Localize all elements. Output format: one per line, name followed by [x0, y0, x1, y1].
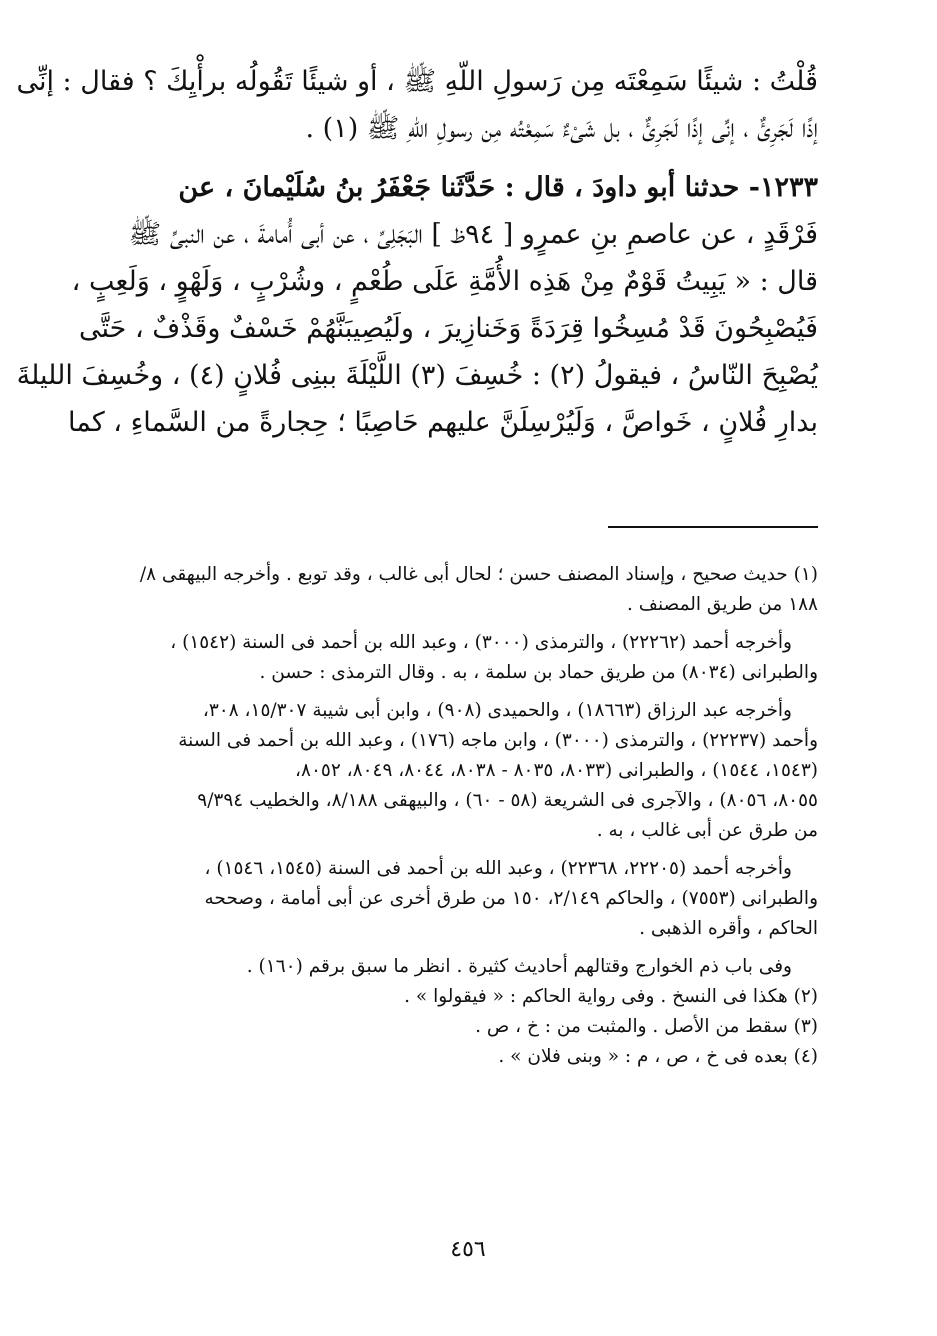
footnote-line: (٤) بعده فى خ ، ص ، م : « وبنى فلان » . [498, 1046, 818, 1067]
footnote-line: وفى باب ذم الخوارج وقتالهم أحاديث كثيرة . انظر ما سبق برقم (١٦٠) . [246, 956, 792, 977]
main-line: فَيُصْبِحُونَ قَدْ مُسِخُوا قِرَدَةً وَخَنازِيرَ ، ولَيُصِيبَنَّهُمْ خَسْفٌ وقَذْفٌ ، حَتَّى [79, 313, 818, 344]
footnote-line: ٨٠٥٥، ٨٠٥٦) ، والآجرى فى الشريعة (٥٨ - ٦٠) ، والبيهقى ٨/١٨٨، والخطيب ٩/٣٩٤ [197, 790, 818, 811]
footnote-line: وأحمد (٢٢٢٣٧) ، والترمذى (٣٠٠٠) ، وابن ماجه (١٧٦) ، وعبد الله بن أحمد فى السنة [178, 730, 818, 751]
hadith-heading-line: ١٢٣٣- حدثنا أبو داودَ ، قال : حَدَّثَنا جَعْفَرُ بنُ سُلَيْمانَ ، عن [178, 172, 818, 203]
footnote-line: والطبرانى (٨٠٣٤) من طريق حماد بن سلمة ، به . وقال الترمذى : حسن . [259, 662, 818, 683]
footnote-line: (١) حديث صحيح ، وإسناد المصنف حسن ؛ لحال أبى غالب ، وقد توبع . وأخرجه البيهقى ٨/ [139, 564, 818, 585]
footnote-line: وأخرجه عبد الرزاق (١٨٦٦٣) ، والحميدى (٩٠٨) ، وابن أبى شيبة ١٥/٣٠٧، ٣٠٨، [202, 700, 792, 721]
footnotes [100, 560, 818, 1072]
footnote-line: من طرق عن أبى غالب ، به . [596, 820, 818, 841]
main-line: قُلْتُ : شيئًا سَمِعْتَه مِن رَسولِ اللّهِ ﷺ ، أو شيئًا تَقُولُه برأْيِكَ ؟ فقال : إنِّى [16, 66, 818, 97]
footnote-line: ١٨٨ من طريق المصنف . [627, 594, 818, 615]
footnote-line: (١٥٤٣، ١٥٤٤) ، والطبرانى (٨٠٣٣، ٨٠٣٥ - ٨٠٣٨، ٨٠٤٤، ٨٠٤٩، ٨٠٥٢، [295, 760, 818, 781]
footnote-line: (٢) هكذا فى النسخ . وفى رواية الحاكم : « فيقولوا » . [404, 986, 818, 1007]
main-line: فَرْقَدٍ ، عن عاصمِ بنِ عمرٍو [ ٩٤ظ ] البَجَلِىِّ ، عن أبى أُمامةَ ، عن النبىِّ ﷺ [128, 219, 818, 250]
footnote-line: (٣) سقط من الأصل . والمثبت من : خ ، ص . [475, 1016, 818, 1037]
main-line: بدارِ فُلانٍ ، خَواصَّ ، وَلَيُرْسِلَنَّ عليهم حَاصِبًا ؛ حِجارةً من السَّماءِ ، كما [68, 407, 818, 438]
main-line: قال : « يَبِيتُ قَوْمٌ مِنْ هَذِه الأُمَّةِ عَلَى طُعْمٍ ، وشُرْبٍ ، وَلَهْوٍ ، وَلَعِبٍ ، [71, 266, 818, 297]
footnote-line: وأخرجه أحمد (٢٢٢٦٢) ، والترمذى (٣٠٠٠) ، وعبد الله بن أحمد فى السنة (١٥٤٢) ، [170, 632, 792, 653]
page-number: ٤٥٦ [450, 1237, 486, 1262]
main-line: إذًا لَجَرِئٌ ، إنِّى إذًا لَجَرِئٌ ، بل شَىْءٌ سَمِعْتُه مِن رسولِ اللّهِ ﷺ (١) . [305, 113, 818, 144]
footnote-line: الحاكم ، وأقره الذهبى . [639, 918, 818, 939]
footnote-line: وأخرجه أحمد (٢٢٢٠٥، ٢٢٣٦٨) ، وعبد الله بن أحمد فى السنة (١٥٤٥، ١٥٤٦) ، [204, 858, 792, 879]
main-line: يُصْبِحَ النّاسُ ، فيقولُ (٢) : خُسِفَ (٣) اللَّيْلَةَ ببنِى فُلانٍ (٤) ، وخُسِفَ الليلةَ [16, 360, 818, 391]
main-text [16, 58, 818, 446]
footnote-line: والطبرانى (٧٥٥٣) ، والحاكم ٢/١٤٩، ١٥٠ من طرق أخرى عن أبى أمامة ، وصححه [204, 888, 818, 909]
footnote-divider [608, 526, 818, 528]
